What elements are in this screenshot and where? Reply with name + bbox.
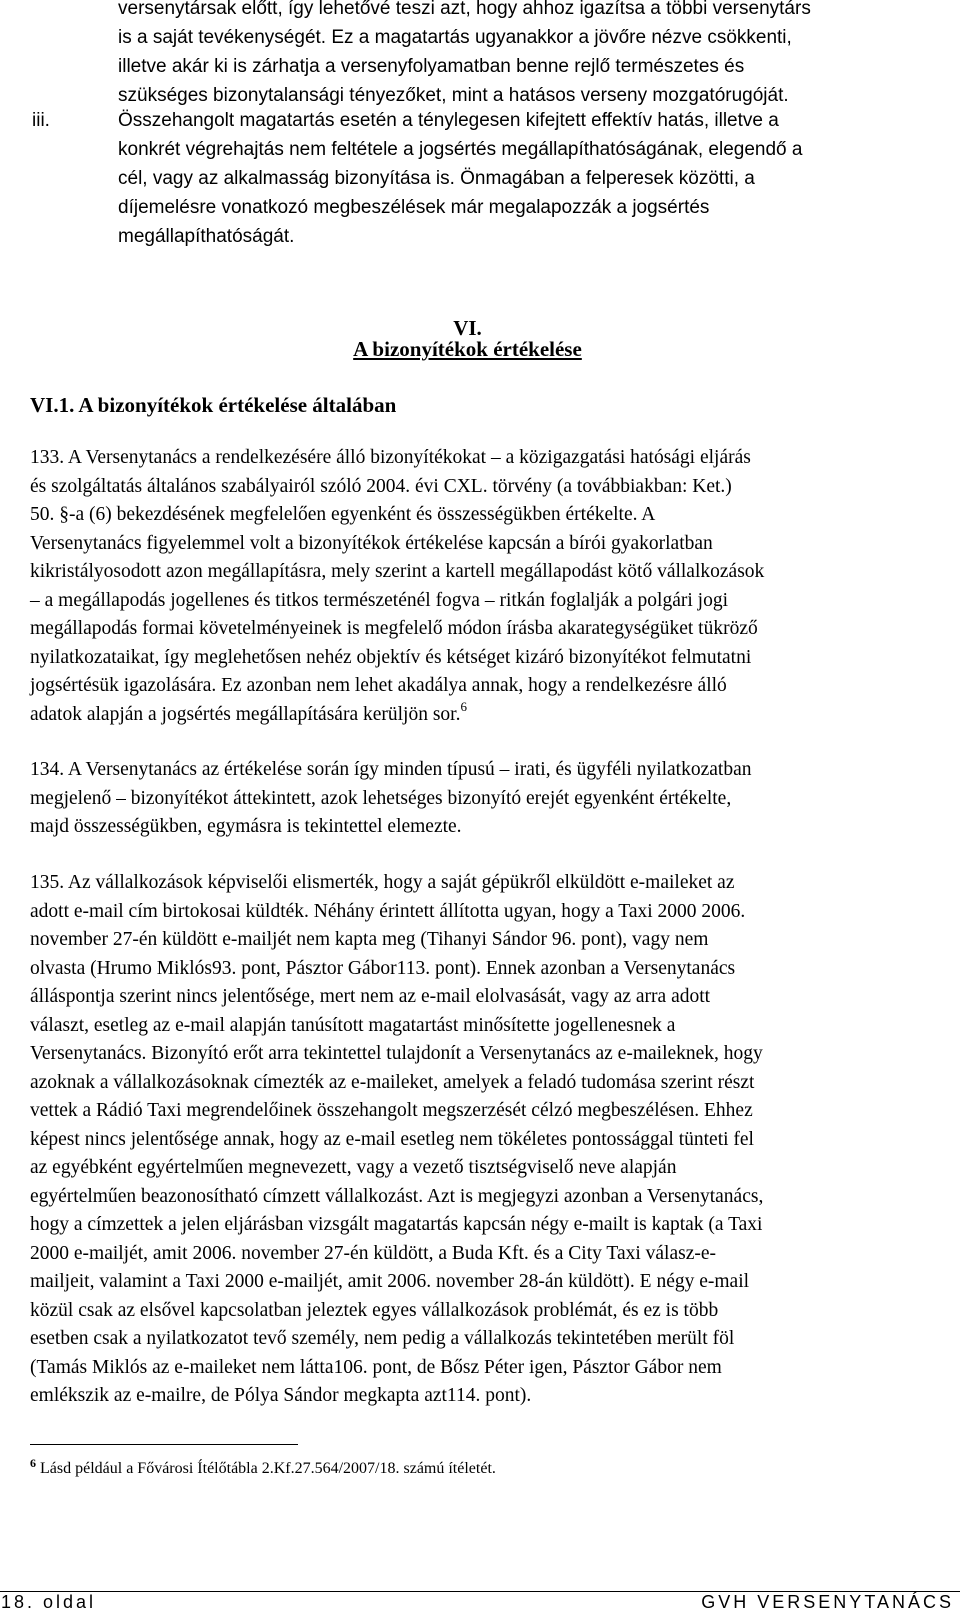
footnote-text: Lásd például a Fővárosi Ítélőtábla 2.Kf.27.564/2007/18. számú ítéletét.	[40, 1460, 496, 1477]
text-line: olvasta (Hrumo Miklós93. pont, Pásztor Gábor113. pont). Ennek azonban a Versenytanács	[30, 957, 736, 979]
text-line: 133. A Versenytanács a rendelkezésére álló bizonyítékokat – a közigazgatási hatósági eljárás	[30, 447, 751, 468]
text-line: az egyébként egyértelműen megnevezett, vagy a vezető tisztségviselő neve alapján	[30, 1157, 677, 1178]
text-line: és szolgáltatás általános szabályairól szóló 2004. évi CXL. törvény (a továbbiakban: Ket.)	[30, 475, 732, 497]
footnote	[30, 1458, 496, 1480]
text-line: esetben csak a nyilatkozatot tevő személy, nem pedig a vállalkozás tekintetében merült föl	[30, 1328, 735, 1349]
text-line: Versenytanács figyelemmel volt a bizonyítékok értékelése kapcsán a bírói gyakorlatban	[30, 532, 713, 554]
text-line: képest nincs jelentősége annak, hogy az e-mail esetleg nem tökéletes pontossággal tünteti fel	[30, 1128, 754, 1150]
text-line: vettek a Rádió Taxi megrendelőinek összehangolt megszerzését célzó megbeszélésen. Ehhez	[30, 1100, 753, 1121]
chapter-title-text: A bizonyítékok értékelése	[353, 337, 582, 361]
text-line: november 27-én küldött e-mailjét nem kapta meg (Tihanyi Sándor 96. pont), vagy nem	[30, 929, 709, 950]
text-line: szükséges bizonytalansági tényezőket, mint a hatásos verseny mozgatórugóját.	[118, 85, 789, 106]
page-number: 18. oldal	[1, 1592, 97, 1612]
text-line: majd összességükben, egymásra is tekintettel elemezte.	[30, 816, 462, 837]
text-line: konkrét végrehajtás nem feltétele a jogsértés megállapíthatóságának, elegendő a	[118, 139, 803, 160]
text-line: mailjeit, valamint a Taxi 2000 e-mailjét, amit 2006. november 28-án küldött). E négy e-mail	[30, 1271, 750, 1292]
text-line: 2000 e-mailjét, amit 2006. november 27-én küldött, a Buda Kft. és a City Taxi válasz-e-	[30, 1242, 717, 1264]
text-line: megállapíthatóságát.	[118, 226, 295, 247]
text-line: cél, vagy az alkalmasság bizonyítása is. Önmagában a felperesek közötti, a	[118, 168, 755, 189]
footnote-separator	[30, 1444, 298, 1445]
text-line: hogy a címzettek a jelen eljárásban vizsgált magatartás kapcsán négy e-mailt is kaptak (a Taxi	[30, 1214, 763, 1235]
text-line: 134. A Versenytanács az értékelése során így minden típusú – irati, és ügyféli nyilatkozatban	[30, 759, 752, 780]
text-line: megjelenő – bizonyítékot áttekintett, azok lehetséges bizonyító erejét egyenként értékelte,	[30, 787, 732, 809]
section-heading: VI.1. A bizonyítékok értékelése általában	[30, 393, 397, 417]
paragraph-135	[30, 869, 928, 1411]
footnote-reference[interactable]: 6	[460, 698, 467, 714]
text-line: emlékszik az e-mailre, de Pólya Sándor megkapta azt114. pont).	[30, 1385, 532, 1406]
text-line: (Tamás Miklós az e-maileket nem látta106. pont, de Bősz Péter igen, Pásztor Gábor nem	[30, 1356, 722, 1378]
text-line: megállapodás formai követelményeinek is megfelelő módon írásba akarategységüket tükröző	[30, 618, 758, 639]
text-line: azoknak a vállalkozásoknak címezték az e-maileket, amelyek a feladó tudomása szerint részt	[30, 1071, 755, 1093]
paragraph-134	[30, 756, 928, 842]
list-item-text	[118, 106, 930, 251]
text-line: kikristályosodott azon megállapításra, mely szerint a kartell megállapodást kötő vállalkozások	[30, 561, 765, 582]
text-line: versenytársak előtt, így lehetővé teszi azt, hogy ahhoz igazítsa a többi versenytárs	[118, 0, 811, 19]
last-line-text: adatok alapján a jogsértés megállapítására kerüljön sor.	[30, 703, 461, 725]
text-line	[30, 698, 928, 730]
text-line: illetve akár ki is zárhatja a versenyfolyamatban benne rejlő természetes és	[118, 56, 745, 77]
text-line: díjemelésre vonatkozó megbeszélések már megalapozzák a jogsértés	[118, 197, 710, 218]
text-line: Versenytanács. Bizonyító erőt arra tekintettel tulajdonít a Versenytanács az e-maileknek, hogy	[30, 1043, 763, 1064]
text-line: adott e-mail cím birtokosai küldték. Néhány érintett állította ugyan, hogy a Taxi 2000 2006.	[30, 900, 746, 922]
chapter-title	[0, 334, 935, 364]
text-line: 50. §-a (6) bekezdésének megfelelően egyenként és összességükben értékelte. A	[30, 504, 656, 525]
text-line: egyértelműen beazonosítható címzett vállalkozást. Azt is megjegyzi azonban a Versenytanács,	[30, 1185, 764, 1207]
continuation-text	[118, 0, 930, 110]
text-line: álláspontja szerint nincs jelentősége, mert nem az e-mail elolvasását, vagy az arra adott	[30, 986, 711, 1007]
text-line: választ, esetleg az e-mail alapján tanúsított magatartást minősítette jogellenesnek a	[30, 1014, 676, 1036]
text-line: közül csak az elsővel kapcsolatban jeleztek egyes vállalkozások problémát, és ez is több	[30, 1299, 719, 1321]
text-line: nyilatkozataikat, így meglehetősen nehéz objektív és kétséget kizáró bizonyítékot felmutatni	[30, 646, 752, 668]
footnote-number: 6	[30, 1456, 36, 1470]
text-line: – a megállapodás jogellenes és titkos természeténél fogva – ritkán foglalják a polgári jogi	[30, 589, 728, 611]
text-line: is a saját tevékenységét. Ez a magatartás ugyanakkor a jövőre nézve csökkenti,	[118, 27, 792, 48]
list-number: iii.	[32, 110, 50, 131]
footer-organization: GVH VERSENYTANÁCS	[701, 1592, 954, 1612]
text-line: jogsértésük igazolására. Ez azonban nem lehet akadálya annak, hogy a rendelkezésre álló	[30, 675, 727, 696]
paragraph-133	[30, 444, 928, 729]
text-line: Összehangolt magatartás esetén a ténylegesen kifejtett effektív hatás, illetve a	[118, 110, 779, 131]
text-line: 135. Az vállalkozások képviselői elismerték, hogy a saját gépükről elküldött e-maileket az	[30, 872, 735, 893]
chapter-number: VI.	[453, 316, 482, 340]
